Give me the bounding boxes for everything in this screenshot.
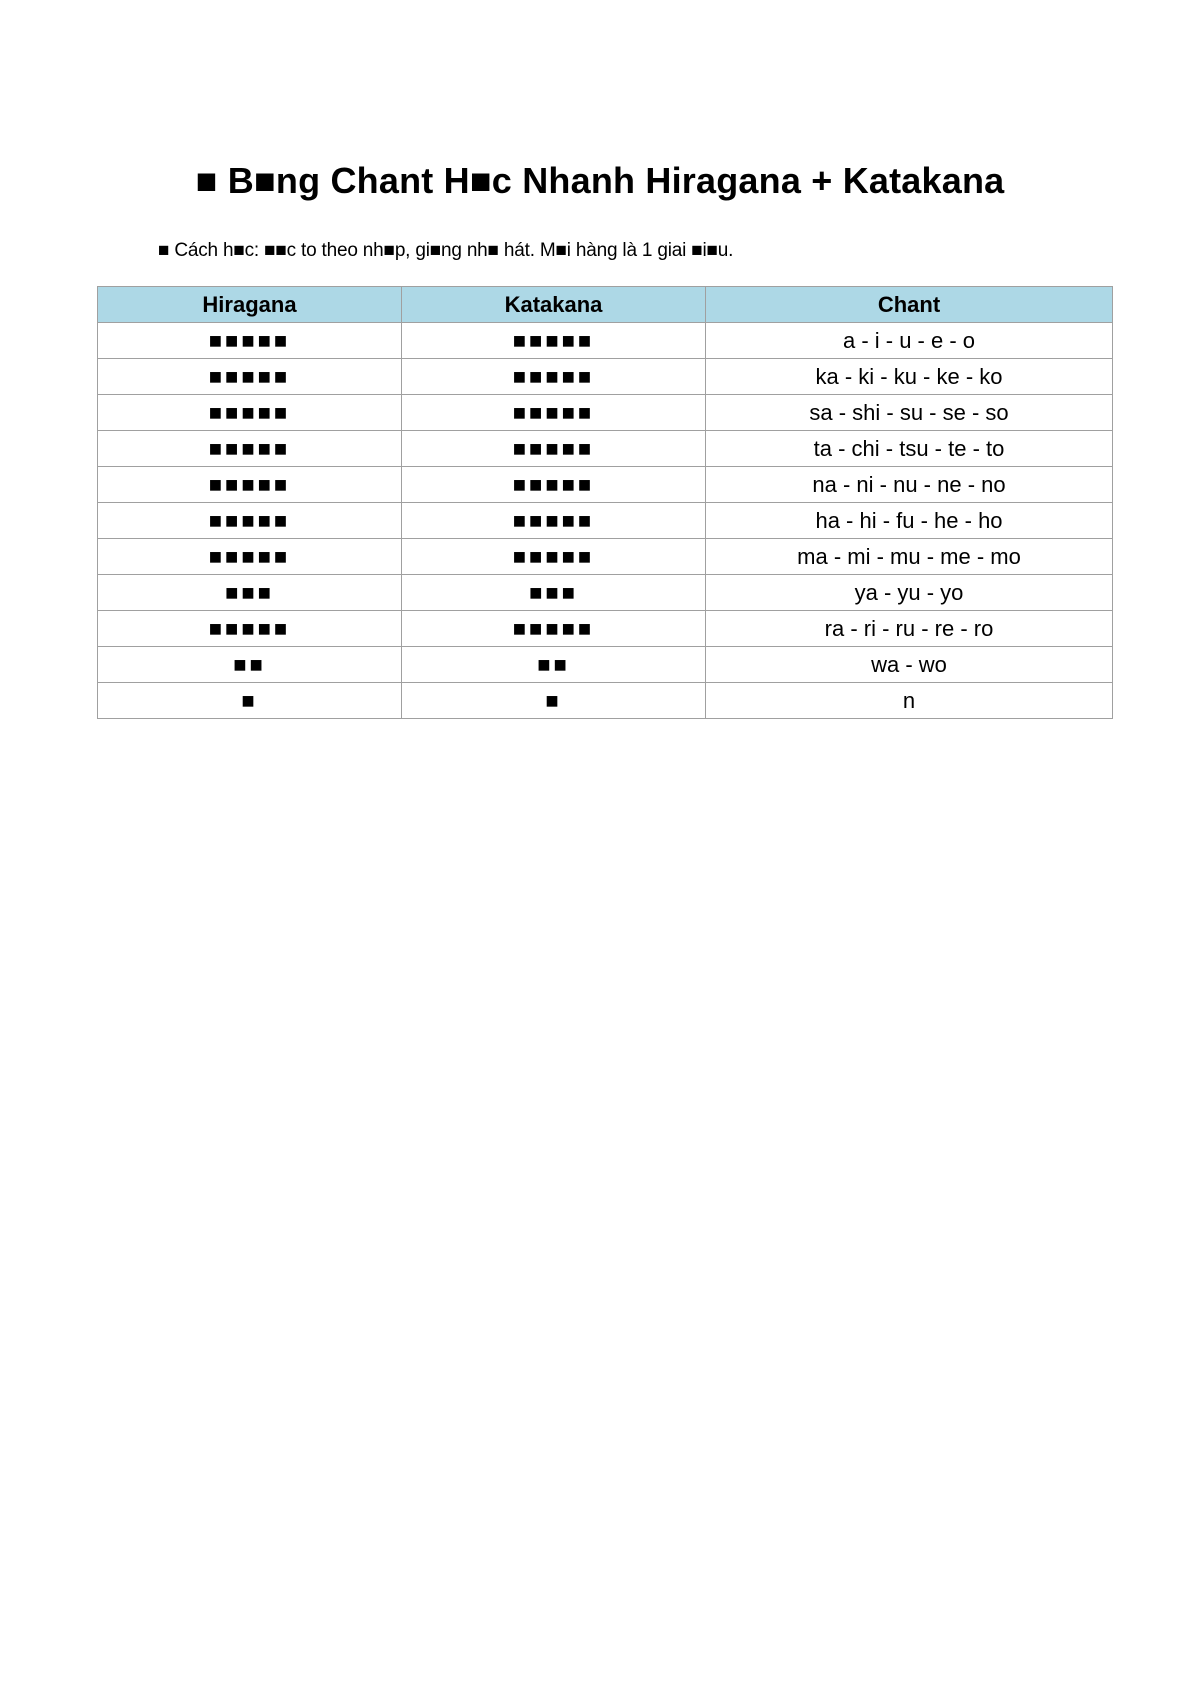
katakana-cell: ■■ (402, 647, 706, 683)
header-chant: Chant (706, 287, 1113, 323)
chant-cell: ra - ri - ru - re - ro (706, 611, 1113, 647)
chant-cell: ha - hi - fu - he - ho (706, 503, 1113, 539)
header-katakana: Katakana (402, 287, 706, 323)
katakana-cell: ■■■■■ (402, 503, 706, 539)
hiragana-cell: ■■■■■ (98, 503, 402, 539)
table-row (98, 503, 1113, 539)
chant-cell: na - ni - nu - ne - no (706, 467, 1113, 503)
intro-text: ■ Cách h■c: ■■c to theo nh■p, gi■ng nh■ hát. M■i hàng là 1 giai ■i■u. (158, 240, 734, 261)
chant-cell: ya - yu - yo (706, 575, 1113, 611)
katakana-cell: ■■■■■ (402, 323, 706, 359)
katakana-cell: ■■■■■ (402, 539, 706, 575)
table-row (98, 467, 1113, 503)
kana-chant-table (97, 286, 1113, 719)
katakana-cell: ■■■■■ (402, 467, 706, 503)
katakana-cell: ■■■ (402, 575, 706, 611)
page-title: ■ B■ng Chant H■c Nhanh Hiragana + Katakana (195, 160, 1005, 201)
chant-cell: a - i - u - e - o (706, 323, 1113, 359)
chant-cell: sa - shi - su - se - so (706, 395, 1113, 431)
hiragana-cell: ■ (98, 683, 402, 719)
katakana-cell: ■■■■■ (402, 611, 706, 647)
table-row (98, 539, 1113, 575)
table-row (98, 575, 1113, 611)
hiragana-cell: ■■■■■ (98, 467, 402, 503)
katakana-cell: ■ (402, 683, 706, 719)
hiragana-cell: ■■■■■ (98, 395, 402, 431)
table-row (98, 359, 1113, 395)
table-row (98, 611, 1113, 647)
katakana-cell: ■■■■■ (402, 359, 706, 395)
hiragana-cell: ■■■■■ (98, 611, 402, 647)
table-row (98, 431, 1113, 467)
chant-cell: n (706, 683, 1113, 719)
table-row (98, 395, 1113, 431)
chant-cell: ka - ki - ku - ke - ko (706, 359, 1113, 395)
chant-cell: ma - mi - mu - me - mo (706, 539, 1113, 575)
hiragana-cell: ■■■■■ (98, 323, 402, 359)
header-hiragana: Hiragana (98, 287, 402, 323)
chant-cell: wa - wo (706, 647, 1113, 683)
hiragana-cell: ■■■■■ (98, 359, 402, 395)
table-row (98, 647, 1113, 683)
katakana-cell: ■■■■■ (402, 395, 706, 431)
table-row (98, 683, 1113, 719)
hiragana-cell: ■■■■■ (98, 431, 402, 467)
hiragana-cell: ■■■ (98, 575, 402, 611)
katakana-cell: ■■■■■ (402, 431, 706, 467)
table-header-row (98, 287, 1113, 323)
table-row (98, 323, 1113, 359)
hiragana-cell: ■■■■■ (98, 539, 402, 575)
hiragana-cell: ■■ (98, 647, 402, 683)
chant-cell: ta - chi - tsu - te - to (706, 431, 1113, 467)
